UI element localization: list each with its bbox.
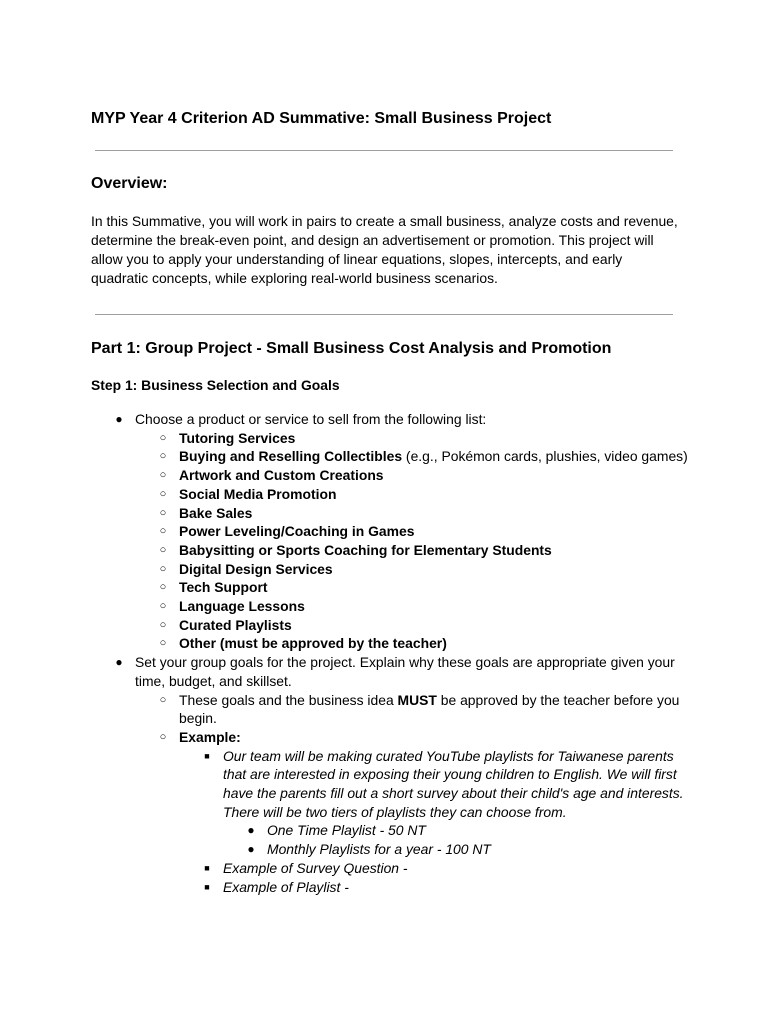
option-label: Curated Playlists	[179, 616, 292, 633]
circle-bullet-icon: ○	[159, 469, 167, 482]
approval-emphasis: MUST	[397, 691, 437, 708]
option-item	[135, 597, 691, 616]
option-item	[135, 504, 691, 523]
circle-bullet-icon: ○	[159, 506, 167, 519]
option-label: Bake Sales	[179, 504, 253, 521]
option-item	[135, 560, 691, 579]
instructions-list	[91, 410, 691, 896]
option-item	[135, 578, 691, 597]
tier-label: Monthly Playlists for a year - 100 NT	[267, 841, 491, 858]
approval-text: These goals and the business idea	[179, 691, 398, 708]
option-item	[135, 429, 691, 448]
circle-bullet-icon: ○	[159, 431, 167, 444]
circle-bullet-icon: ○	[159, 618, 167, 631]
option-item	[135, 466, 691, 485]
approval-text-end: be approved by the teacher before you begin.	[179, 691, 680, 727]
circle-bullet-icon: ○	[159, 581, 167, 594]
option-label: Buying and Reselling Collectibles	[179, 448, 403, 465]
part1-heading: Part 1: Group Project - Small Business Cost Analysis and Promotion	[91, 340, 612, 357]
overview-heading: Overview:	[91, 175, 168, 192]
square-bullet-icon: ■	[204, 750, 210, 761]
tier-label: One Time Playlist - 50 NT	[267, 822, 426, 839]
option-item	[135, 485, 691, 504]
survey-example-text: Example of Survey Question -	[223, 859, 408, 876]
example-item	[135, 728, 691, 896]
bullet-icon: ●	[247, 823, 255, 838]
bullet-icon: ●	[115, 655, 123, 670]
option-label: Babysitting or Sports Coaching for Elementary Students	[179, 541, 552, 558]
option-label: Language Lessons	[179, 598, 305, 615]
example-description	[179, 747, 691, 859]
option-label: Artwork and Custom Creations	[179, 467, 384, 484]
tier-item	[223, 821, 691, 840]
option-label: Power Leveling/Coaching in Games	[179, 523, 415, 540]
circle-bullet-icon: ○	[159, 543, 167, 556]
example-text: Our team will be making curated YouTube playlists for Taiwanese parents that are interested in exposing their young children to English. We will first have the parents fill out a short survey about their child's age and interests. There will be two tiers of playlists they can choose from.	[223, 747, 684, 820]
divider	[95, 150, 673, 151]
bullet-icon: ●	[247, 842, 255, 857]
option-item	[135, 634, 691, 653]
list-item	[91, 410, 691, 653]
playlist-example-item	[179, 878, 691, 897]
option-label: Other (must be approved by the teacher)	[179, 635, 447, 652]
circle-bullet-icon: ○	[159, 487, 167, 500]
option-item	[135, 616, 691, 635]
circle-bullet-icon: ○	[159, 600, 167, 613]
tier-item	[223, 840, 691, 859]
option-label: Digital Design Services	[179, 560, 333, 577]
option-item	[135, 447, 691, 466]
list-item	[91, 653, 691, 896]
square-bullet-icon: ■	[204, 862, 210, 873]
circle-bullet-icon: ○	[159, 693, 167, 706]
example-label: Example:	[179, 728, 241, 745]
circle-bullet-icon: ○	[159, 562, 167, 575]
option-item	[135, 522, 691, 541]
option-label: Social Media Promotion	[179, 485, 337, 502]
bullet-icon: ●	[115, 412, 123, 426]
option-label: Tutoring Services	[179, 429, 296, 446]
overview-paragraph: In this Summative, you will work in pairs to create a small business, analyze costs and revenue, determine the break-even point, and design an advertisement or promotion. This project will allow you to apply your understanding of linear equations, slopes, intercepts, and early quadratic concepts, while exploring real-world business scenarios.	[91, 213, 678, 286]
survey-example-item	[179, 859, 691, 878]
circle-bullet-icon: ○	[159, 637, 167, 650]
playlist-example-text: Example of Playlist -	[223, 878, 349, 895]
circle-bullet-icon: ○	[159, 450, 167, 463]
step1-heading: Step 1: Business Selection and Goals	[91, 377, 340, 393]
goals-text: Set your group goals for the project. Explain why these goals are appropriate given your time, budget, and skillset.	[135, 654, 675, 689]
document-title: MYP Year 4 Criterion AD Summative: Small Business Project	[91, 110, 552, 127]
options-list	[135, 429, 691, 653]
circle-bullet-icon: ○	[159, 525, 167, 538]
approval-item	[135, 691, 691, 728]
option-detail: (e.g., Pokémon cards, plushies, video games)	[402, 448, 688, 465]
option-item	[135, 541, 691, 560]
divider	[95, 314, 673, 315]
choose-text: Choose a product or service to sell from the following list:	[135, 411, 487, 427]
circle-bullet-icon: ○	[159, 730, 167, 743]
option-label: Tech Support	[179, 579, 268, 596]
square-bullet-icon: ■	[204, 881, 210, 892]
